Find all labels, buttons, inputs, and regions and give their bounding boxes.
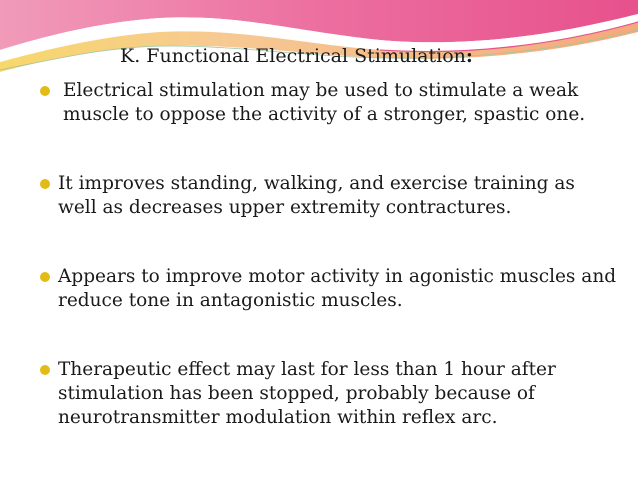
- bullet-dot-icon: [40, 179, 50, 189]
- bullet-item-stimulation: [38, 79, 618, 127]
- bullet-list: [38, 79, 618, 430]
- slide-title-text: K. Functional Electrical Stimulation: [120, 45, 466, 67]
- header-decoration: [0, 0, 638, 80]
- bullet-text: It improves standing, walking, and exercise training as well as decreases upper extremity contractures.: [58, 173, 575, 218]
- bullet-dot-icon: [40, 365, 50, 375]
- bullet-item-motor-activity: [38, 265, 618, 313]
- bullet-text: Therapeutic effect may last for less than 1 hour after stimulation has been stopped, probably because of neurotransmitter modulation within reflex arc.: [58, 359, 556, 428]
- bullet-text: Appears to improve motor activity in agonistic muscles and reduce tone in antagonistic muscles.: [58, 266, 617, 311]
- bullet-item-therapeutic-effect: [38, 358, 618, 430]
- bullet-dot-icon: [40, 272, 50, 282]
- slide-title: [120, 44, 600, 68]
- bullet-item-standing: [38, 172, 618, 220]
- bullet-dot-icon: [40, 86, 50, 96]
- bullet-text: Electrical stimulation may be used to stimulate a weak muscle to oppose the activity of a stronger, spastic one.: [63, 80, 586, 125]
- slide-title-colon: :: [465, 45, 473, 67]
